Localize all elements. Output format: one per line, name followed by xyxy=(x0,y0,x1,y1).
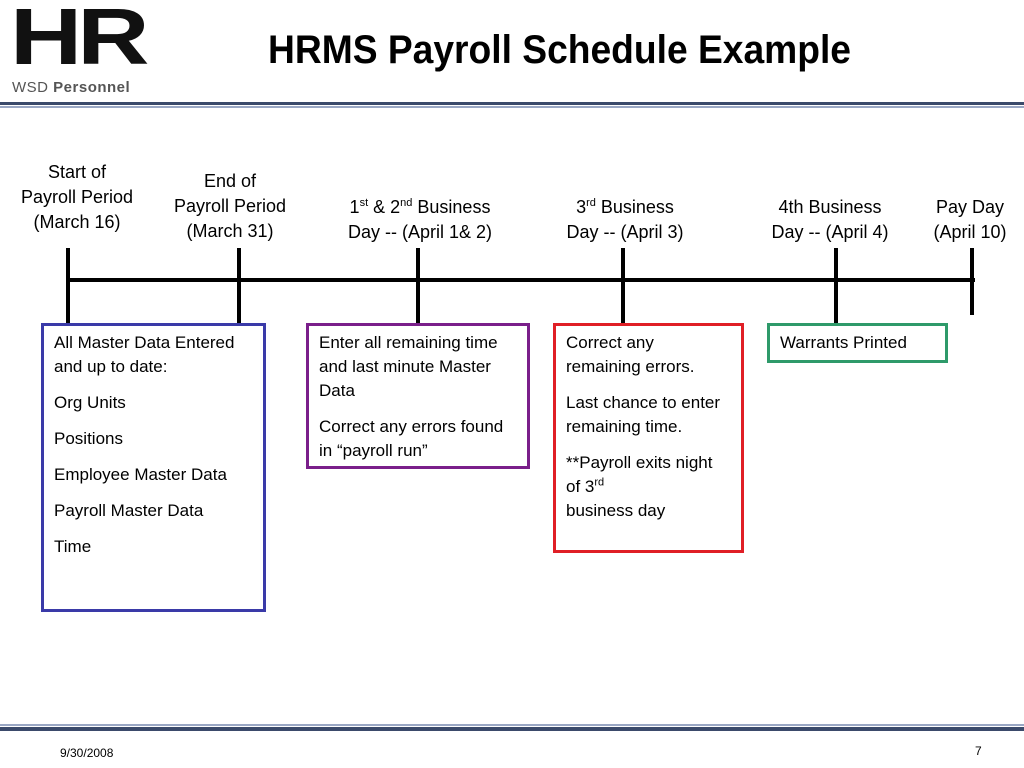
box-text: Correct any remaining errors. xyxy=(566,333,695,376)
milestone-pay-day xyxy=(920,195,1020,245)
box-text: Employee Master Data xyxy=(54,465,227,484)
timeline-tick xyxy=(621,248,625,325)
header-rule-light xyxy=(0,106,1024,108)
timeline-tick xyxy=(66,248,70,325)
text: Business xyxy=(595,197,674,217)
timeline-axis xyxy=(67,278,975,282)
milestone-line: (April 10) xyxy=(933,222,1007,242)
remaining-time-box xyxy=(306,323,530,469)
milestone-start-of-period xyxy=(2,160,152,235)
footer-rule xyxy=(0,727,1024,731)
correct-errors-box xyxy=(553,323,744,553)
box-text: Time xyxy=(54,537,92,556)
logo-subtitle xyxy=(12,79,130,96)
text: **Payroll exits night of 3 xyxy=(566,453,713,496)
payroll-exits-text xyxy=(566,451,731,523)
text: Business xyxy=(412,197,491,217)
box-text: Last chance to enter remaining time. xyxy=(566,393,721,436)
text: 1 xyxy=(349,197,360,217)
footer-rule-light xyxy=(0,724,1024,726)
text: 3 xyxy=(576,197,587,217)
milestone-line xyxy=(540,195,710,220)
superscript: rd xyxy=(586,197,596,209)
box-text: Warrants Printed xyxy=(780,333,907,352)
page-title: HRMS Payroll Schedule Example xyxy=(268,28,851,72)
box-text: All Master Data Entered and up to date: xyxy=(54,333,235,376)
milestone-line: Day -- (April 3) xyxy=(566,222,684,242)
footer-date: 9/30/2008 xyxy=(60,746,114,760)
milestone-line: Day -- (April 1& 2) xyxy=(347,222,493,242)
master-data-box xyxy=(41,323,266,612)
warrants-box xyxy=(767,323,948,363)
milestone-line: Pay Day xyxy=(935,197,1005,217)
page-number: 7 xyxy=(975,744,982,758)
milestone-line: Start of xyxy=(47,162,107,182)
box-text: Correct any errors found in “payroll run” xyxy=(319,417,504,460)
box-text: Payroll Master Data xyxy=(54,501,204,520)
milestone-line: End of xyxy=(203,171,257,191)
timeline-tick xyxy=(970,248,974,315)
superscript: nd xyxy=(400,197,413,209)
logo-mark: HR xyxy=(10,0,145,81)
milestone-line: Payroll Period xyxy=(20,187,134,207)
header-rule xyxy=(0,102,1024,105)
milestone-business-day-1-2 xyxy=(320,195,520,245)
milestone-line: 4th Business xyxy=(778,197,882,217)
milestone-line xyxy=(320,195,520,220)
milestone-business-day-4 xyxy=(750,195,910,245)
timeline-tick xyxy=(834,248,838,325)
box-text: Positions xyxy=(54,429,123,448)
superscript: st xyxy=(359,197,369,209)
milestone-line: Day -- (April 4) xyxy=(771,222,889,242)
hr-logo xyxy=(10,0,162,97)
logo-sub-plain: WSD xyxy=(12,79,49,96)
text: business day xyxy=(566,501,666,520)
milestone-business-day-3 xyxy=(540,195,710,245)
milestone-line: (March 16) xyxy=(33,212,121,232)
timeline-tick xyxy=(416,248,420,325)
superscript: rd xyxy=(594,476,605,489)
milestone-end-of-period xyxy=(155,169,305,244)
milestone-line: Payroll Period xyxy=(173,196,287,216)
logo-sub-bold: Personnel xyxy=(53,79,131,96)
box-text: Org Units xyxy=(54,393,126,412)
text: & 2 xyxy=(368,197,401,217)
milestone-line: (March 31) xyxy=(186,221,274,241)
timeline-tick xyxy=(237,248,241,325)
box-text: Enter all remaining time and last minute Master Data xyxy=(319,333,498,400)
